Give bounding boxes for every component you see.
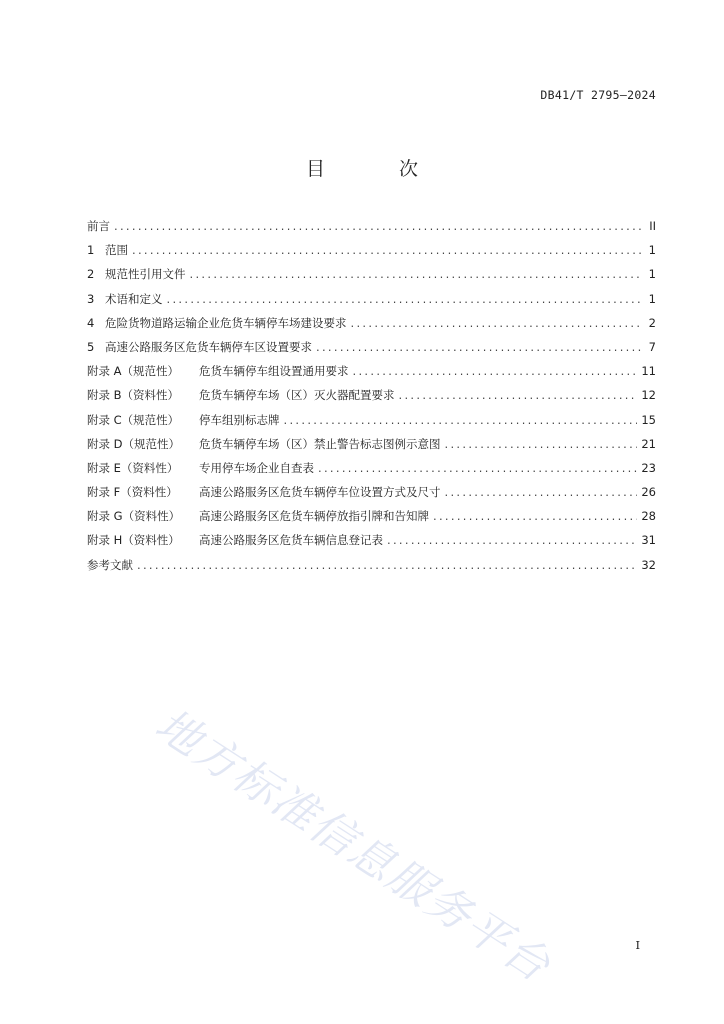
toc-entry[interactable] — [87, 460, 656, 484]
toc-entry-title: 前言 — [87, 219, 110, 233]
toc-entry-appendix-tag: 附录 F（资料性） — [87, 485, 178, 500]
toc-dot-leader — [190, 267, 643, 281]
toc-entry-page: 2 — [648, 315, 656, 330]
toc-entry-page: 11 — [641, 364, 656, 379]
toc-entry[interactable] — [87, 484, 656, 508]
toc-entry[interactable] — [87, 508, 656, 532]
toc-entry[interactable] — [87, 557, 656, 581]
toc-entry-page: 1 — [648, 267, 656, 282]
toc-dot-leader — [445, 437, 638, 451]
toc-entry[interactable] — [87, 339, 656, 363]
table-of-contents — [87, 218, 656, 581]
toc-dot-leader — [351, 316, 643, 330]
toc-entry-page: 1 — [648, 291, 656, 306]
toc-entry-title: 高速公路服务区危货车辆停车位设置方式及尺寸 — [199, 485, 441, 500]
toc-heading: 目 次 — [305, 158, 453, 180]
toc-entry-page: II — [649, 219, 656, 233]
toc-entry[interactable] — [87, 266, 656, 290]
toc-dot-leader — [399, 388, 638, 402]
toc-dot-leader — [167, 292, 643, 306]
toc-entry-title: 高速公路服务区危货车辆停放指引牌和告知牌 — [199, 509, 429, 524]
toc-entry[interactable] — [87, 315, 656, 339]
toc-dot-leader — [433, 509, 637, 523]
toc-entry[interactable] — [87, 387, 656, 411]
watermark: 地方标准信息服务平台 — [146, 699, 560, 993]
toc-entry[interactable] — [87, 532, 656, 556]
toc-entry-appendix-tag: 附录 H（资料性） — [87, 533, 180, 548]
toc-dot-leader — [387, 533, 637, 547]
toc-dot-leader — [318, 461, 637, 475]
toc-entry-title: 参考文献 — [87, 557, 133, 572]
toc-dot-leader — [132, 243, 642, 257]
toc-entry-title: 停车组别标志牌 — [199, 412, 280, 427]
toc-entry-title: 危货车辆停车组设置通用要求 — [199, 364, 349, 379]
toc-entry-number: 3 — [87, 291, 95, 306]
toc-entry-page: 7 — [648, 339, 656, 354]
toc-dot-leader — [353, 364, 638, 378]
toc-entry-appendix-tag: 附录 D（规范性） — [87, 436, 181, 451]
toc-entry-page: 23 — [641, 460, 656, 475]
toc-entry-page: 15 — [641, 412, 656, 427]
toc-entry-title: 高速公路服务区危货车辆停车区设置要求 — [105, 339, 312, 354]
toc-dot-leader — [445, 485, 638, 499]
toc-entry-appendix-tag: 附录 B（资料性） — [87, 388, 180, 403]
toc-entry-number: 5 — [87, 339, 95, 354]
toc-dot-leader — [114, 219, 642, 233]
toc-entry[interactable] — [87, 436, 656, 460]
toc-entry-page: 32 — [641, 557, 656, 572]
toc-entry[interactable] — [87, 242, 656, 266]
page-number: I — [635, 938, 640, 952]
toc-entry-title: 范围 — [105, 243, 128, 258]
toc-entry-page: 1 — [648, 243, 656, 258]
toc-entry-appendix-tag: 附录 C（规范性） — [87, 412, 180, 427]
toc-entry-page: 31 — [641, 533, 656, 548]
toc-entry-appendix-tag: 附录 A（规范性） — [87, 364, 180, 379]
toc-entry-page: 26 — [641, 485, 656, 500]
toc-entry-appendix-tag: 附录 G（资料性） — [87, 509, 181, 524]
toc-entry-title: 危险货物道路运输企业危货车辆停车场建设要求 — [105, 315, 347, 330]
document-code: DB41/T 2795—2024 — [540, 88, 656, 102]
toc-entry-page: 28 — [641, 509, 656, 524]
toc-entry-title: 规范性引用文件 — [105, 267, 186, 282]
toc-entry-number: 2 — [87, 267, 95, 282]
toc-entry-title: 专用停车场企业自查表 — [199, 460, 314, 475]
toc-entry[interactable] — [87, 412, 656, 436]
toc-entry[interactable] — [87, 363, 656, 387]
toc-entry-title: 危货车辆停车场（区）灭火器配置要求 — [199, 388, 395, 403]
toc-dot-leader — [316, 340, 642, 354]
toc-entry-number: 1 — [87, 243, 95, 258]
toc-entry-title: 术语和定义 — [105, 291, 163, 306]
toc-entry-number: 4 — [87, 315, 95, 330]
toc-entry[interactable] — [87, 218, 656, 242]
toc-entry-title: 高速公路服务区危货车辆信息登记表 — [199, 533, 383, 548]
toc-entry-page: 12 — [641, 388, 656, 403]
toc-entry-appendix-tag: 附录 E（资料性） — [87, 460, 179, 475]
toc-entry-page: 21 — [641, 436, 656, 451]
toc-entry-title: 危货车辆停车场（区）禁止警告标志图例示意图 — [199, 436, 441, 451]
toc-entry[interactable] — [87, 291, 656, 315]
toc-dot-leader — [137, 558, 637, 572]
toc-dot-leader — [284, 413, 638, 427]
